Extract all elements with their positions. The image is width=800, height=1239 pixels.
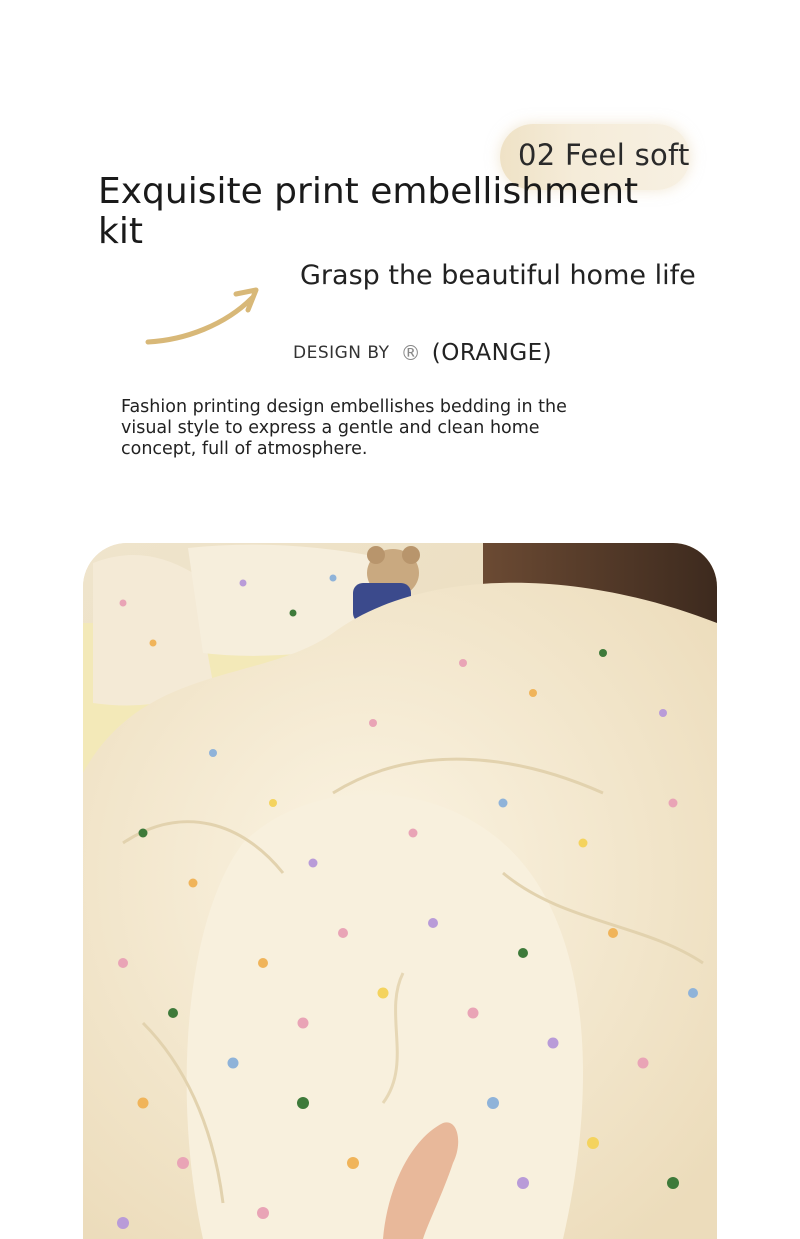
bedding-photo: [83, 543, 717, 1239]
tagline: Grasp the beautiful home life: [300, 260, 696, 291]
registered-mark-icon: ®: [400, 341, 421, 365]
design-by-label: DESIGN BY: [293, 343, 390, 363]
design-credit: [293, 340, 552, 366]
curved-arrow-icon: [140, 280, 270, 355]
product-description: Fashion printing design embellishes bedding in the visual style to express a gentle and clean home concept, full of atmosphere.: [121, 397, 567, 459]
page-title: Exquisite print embellishment kit: [98, 171, 639, 252]
badge-label: 02 Feel soft: [518, 138, 690, 172]
brand-name: (ORANGE): [431, 340, 553, 366]
bedding-illustration: [83, 543, 717, 1239]
